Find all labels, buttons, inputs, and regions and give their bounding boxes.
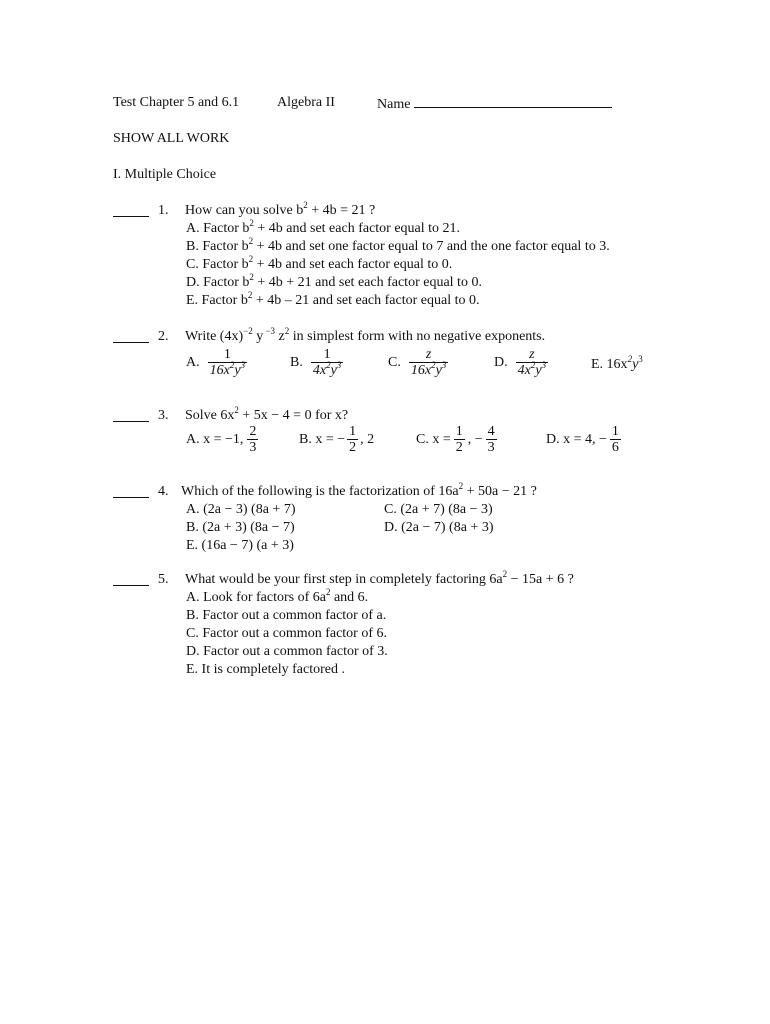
question-number: 1. <box>158 203 169 218</box>
option-d: D. Factor out a common factor of 3. <box>186 644 388 659</box>
option-d: D. Factor $b^2 + 4b + 21$ and set each factor equal to 0. <box>186 272 482 290</box>
option-a: A. Factor $b^2 + 4b$ and set each factor equal to 21. <box>186 218 461 236</box>
question-stem: How can you solve $b^2 + 4b = 21$ ? <box>185 200 376 218</box>
option-e: E. $16x^2y^3$ <box>591 354 643 372</box>
answer-blank-4[interactable] <box>113 485 149 498</box>
option-b: B. (2a + 3) (8a − 7) <box>186 520 295 535</box>
title-text: Test Chapter 5 and 6.1 <box>113 95 240 110</box>
option-e: E. It is completely factored . <box>186 662 345 677</box>
option-d: D. (2a − 7) (8a + 3) <box>384 520 494 535</box>
instructions: SHOW ALL WORK <box>113 131 230 146</box>
answer-blank-5[interactable] <box>113 573 149 586</box>
answer-blank-1[interactable] <box>113 204 149 217</box>
option-a: A. (2a − 3) (8a + 7) <box>186 502 296 517</box>
answer-blank-3[interactable] <box>113 409 149 422</box>
option-c: C. $\frac{z}{16x^2y^3}$ <box>388 347 447 378</box>
test-title <box>113 95 239 111</box>
option-a: A. Look for factors of $6a^2$ and 6. <box>186 587 369 605</box>
option-d: D. $\frac{z}{4x^2y^3}$ <box>494 347 547 378</box>
option-b: B. Factor out a common factor of a. <box>186 608 387 623</box>
section-title: I. Multiple Choice <box>113 167 217 182</box>
question-number: 2. <box>158 329 169 344</box>
question-stem: What would be your first step in completely factoring $6a^2 - 15a + 6$ ? <box>185 569 574 587</box>
option-e: E. Factor $b^2 + 4b - 21$ and set each factor equal to 0. <box>186 290 480 308</box>
option-c: C. Factor $b^2 + 4b$ and set each factor equal to 0. <box>186 254 453 272</box>
option-a: A. $\frac{1}{16x^2y^3}$ <box>186 347 246 378</box>
question-number: 3. <box>158 408 169 423</box>
option-e: E. (16a − 7) (a + 3) <box>186 538 294 553</box>
option-b: B. Factor $b^2 + 4b$ and set one factor equal to 7 and the one factor equal to 3. <box>186 236 610 254</box>
option-a: A. x = −1, $\frac{2}{3}$ <box>186 424 257 455</box>
name-blank[interactable] <box>414 95 612 108</box>
question-stem: Write $(4x)^{-2}$ y $^{-3}$ $z^2$ in simplest form with no negative exponents. <box>185 326 546 344</box>
question-stem: Which of the following is the factorization of $16a^2 + 50a - 21$ ? <box>181 481 537 499</box>
name-label: Name <box>377 97 411 112</box>
question-number: 4. <box>158 484 169 499</box>
option-c: C. x = $\frac{1}{2}$ , − $\frac{4}{3}$ <box>416 424 495 455</box>
answer-blank-2[interactable] <box>113 330 149 343</box>
question-stem: Solve $6x^2 + 5x - 4 = 0$ for x? <box>185 405 349 423</box>
option-c: C. (2a + 7) (8a − 3) <box>384 502 493 517</box>
option-b: B. $\frac{1}{4x^2y^3}$ <box>290 347 342 378</box>
question-number: 5. <box>158 572 169 587</box>
option-d: D. x = 4, − $\frac{1}{6}$ <box>546 424 619 455</box>
option-c: C. Factor out a common factor of 6. <box>186 626 388 641</box>
option-b: B. x = − $\frac{1}{2}$ , 2 <box>299 424 375 455</box>
name-field[interactable] <box>377 95 612 113</box>
subject-label: Algebra II <box>277 95 335 110</box>
